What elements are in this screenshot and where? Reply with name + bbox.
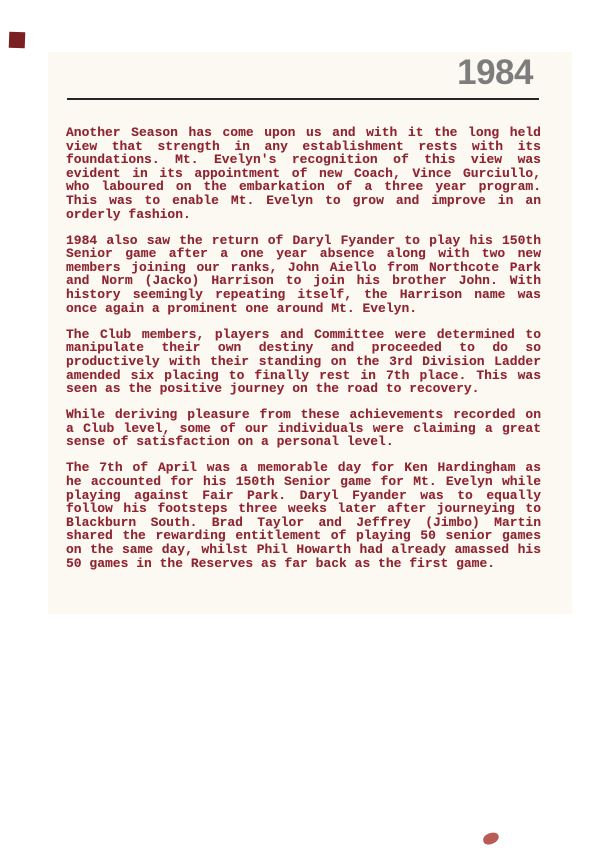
text-line: orderly fashion.	[66, 206, 191, 222]
paragraph-season-intro	[66, 126, 541, 221]
heading-underline	[67, 98, 539, 100]
text-line: Blackburn South. Brad Taylor and Jeffrey (Jimbo) Martin	[66, 514, 541, 530]
text-line: sense of satisfaction on a personal level.	[66, 434, 394, 450]
text-line: follow his footsteps three weeks later after journeying to	[66, 501, 541, 517]
text-line: playing against Fair Park. Daryl Fyander was to equally	[66, 487, 541, 503]
text-line: he accounted for his 150th Senior game for Mt. Evelyn while	[66, 474, 541, 490]
text-line: shared the rewarding entitlement of playing 50 senior games	[66, 528, 541, 544]
paragraph-personal-satisfaction	[66, 408, 541, 449]
text-line: Another Season has come upon us and with it the long held	[66, 125, 541, 140]
text-line: members joining our ranks, John Aiello from Northcote Park	[66, 259, 541, 275]
text-line: amended six placing to finally rest in 7th place. This was	[66, 367, 541, 383]
text-line: The 7th of April was a memorable day for Ken Hardingham as	[66, 460, 541, 476]
text-line: evident in its appointment of new Coach, Vince Gurciullo,	[66, 165, 541, 181]
text-line: on the same day, whilst Phil Howarth had already amassed his	[66, 542, 541, 558]
text-line: history seemingly repeating itself, the Harrison name was	[66, 287, 541, 303]
text-line: 50 games in the Reserves as far back as the first game.	[66, 555, 496, 571]
text-line: a Club level, some of our individuals were claiming a great	[66, 420, 541, 436]
red-corner-mark	[9, 32, 26, 49]
text-line: view that strength in any establishment rests with its	[66, 138, 541, 154]
text-line: productively with their standing on the 3rd Division Ladder	[66, 353, 541, 369]
paragraph-milestone-games	[66, 461, 541, 570]
text-line: 1984 also saw the return of Daryl Fyander to play his 150th	[66, 232, 541, 248]
text-line: and Norm (Jacko) Harrison to join his brother John. With	[66, 273, 541, 289]
paragraph-returning-players	[66, 234, 541, 316]
text-line: The Club members, players and Committee were determined to	[66, 326, 541, 342]
text-line: While deriving pleasure from these achievements recorded on	[66, 407, 541, 423]
text-line: This was to enable Mt. Evelyn to grow and improve in an	[66, 192, 541, 208]
text-line: who laboured on the embarkation of a three year program.	[66, 179, 541, 195]
year-heading: 1984	[457, 53, 533, 92]
text-line: manipulate their own destiny and proceeded to do so	[66, 340, 541, 356]
text-line: Senior game after a one year absence along with two new	[66, 246, 541, 262]
text-line: foundations. Mt. Evelyn's recognition of this view was	[66, 152, 541, 168]
text-line: once again a prominent one around Mt. Evelyn.	[66, 300, 418, 316]
text-line: seen as the positive journey on the road to recovery.	[66, 381, 480, 397]
red-smudge-mark	[482, 831, 500, 846]
body-text	[66, 126, 541, 570]
paragraph-club-standing	[66, 328, 541, 396]
